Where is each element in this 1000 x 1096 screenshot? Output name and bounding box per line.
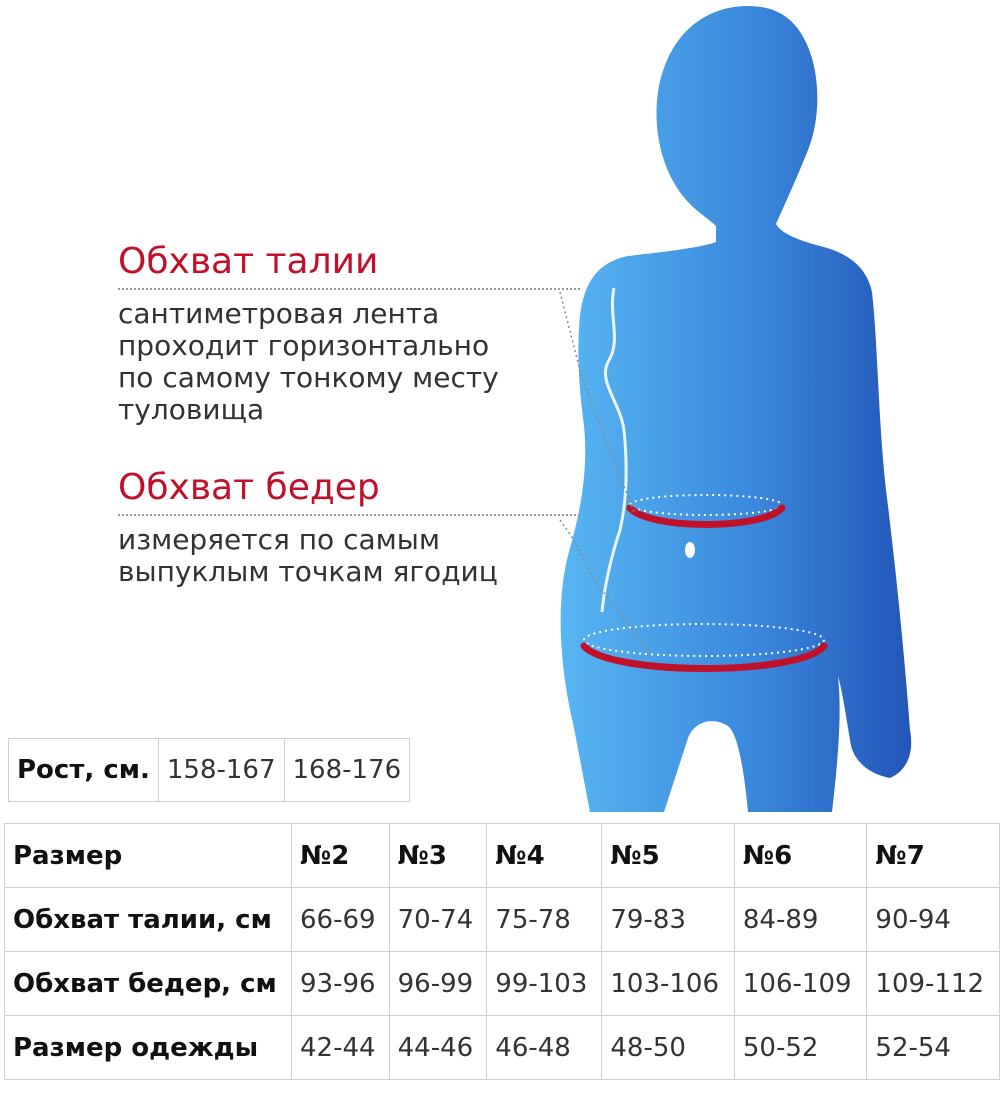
size-number-cell: №5 [602, 824, 735, 888]
height-value: 158-167 [158, 739, 284, 802]
waist-title: Обхват талии [118, 241, 379, 282]
waist-section [118, 240, 578, 426]
row-label: Обхват бедер, см [5, 952, 292, 1016]
waist-value-cell: 79-83 [602, 888, 735, 952]
waist-divider [118, 288, 580, 290]
waist-description-line: туловища [118, 393, 265, 426]
clothing-size-cell: 46-48 [487, 1016, 602, 1080]
clothing-size-cell: 48-50 [602, 1016, 735, 1080]
table-row [5, 888, 1000, 952]
clothing-size-cell: 42-44 [292, 1016, 390, 1080]
waist-description-line: сантиметровая лента [118, 297, 440, 330]
table-row [5, 824, 1000, 888]
height-value: 168-176 [284, 739, 410, 802]
hips-value-cell: 93-96 [292, 952, 390, 1016]
waist-description [118, 298, 578, 426]
height-label: Рост, см. [9, 739, 159, 802]
hips-value-cell: 96-99 [389, 952, 487, 1016]
size-number-cell: №4 [487, 824, 602, 888]
hips-section [118, 466, 578, 588]
waist-value-cell: 70-74 [389, 888, 487, 952]
waist-value-cell: 75-78 [487, 888, 602, 952]
clothing-size-cell: 44-46 [389, 1016, 487, 1080]
waist-description-line: по самому тонкому месту [118, 361, 499, 394]
table-row [5, 1016, 1000, 1080]
row-label: Размер [5, 824, 292, 888]
height-row [9, 739, 410, 802]
size-number-cell: №7 [867, 824, 1000, 888]
hips-value-cell: 99-103 [487, 952, 602, 1016]
waist-description-line: проходит горизонтально [118, 329, 490, 362]
hips-value-cell: 106-109 [734, 952, 867, 1016]
row-label: Обхват талии, см [5, 888, 292, 952]
hips-description-line: измеряется по самым [118, 523, 440, 556]
body-silhouette [561, 6, 912, 812]
hips-value-cell: 103-106 [602, 952, 735, 1016]
hips-value-cell: 109-112 [867, 952, 1000, 1016]
row-label: Размер одежды [5, 1016, 292, 1080]
clothing-size-cell: 50-52 [734, 1016, 867, 1080]
hips-description [118, 524, 578, 588]
waist-value-cell: 90-94 [867, 888, 1000, 952]
hips-description-line: выпуклым точкам ягодиц [118, 555, 498, 588]
height-table [8, 738, 410, 802]
size-number-cell: №2 [292, 824, 390, 888]
waist-value-cell: 66-69 [292, 888, 390, 952]
waist-value-cell: 84-89 [734, 888, 867, 952]
clothing-size-cell: 52-54 [867, 1016, 1000, 1080]
table-row [5, 952, 1000, 1016]
hips-divider [118, 514, 580, 516]
size-number-cell: №3 [389, 824, 487, 888]
size-table [4, 823, 1000, 1080]
size-number-cell: №6 [734, 824, 867, 888]
navel-mark [685, 542, 695, 558]
hips-title: Обхват бедер [118, 467, 380, 508]
